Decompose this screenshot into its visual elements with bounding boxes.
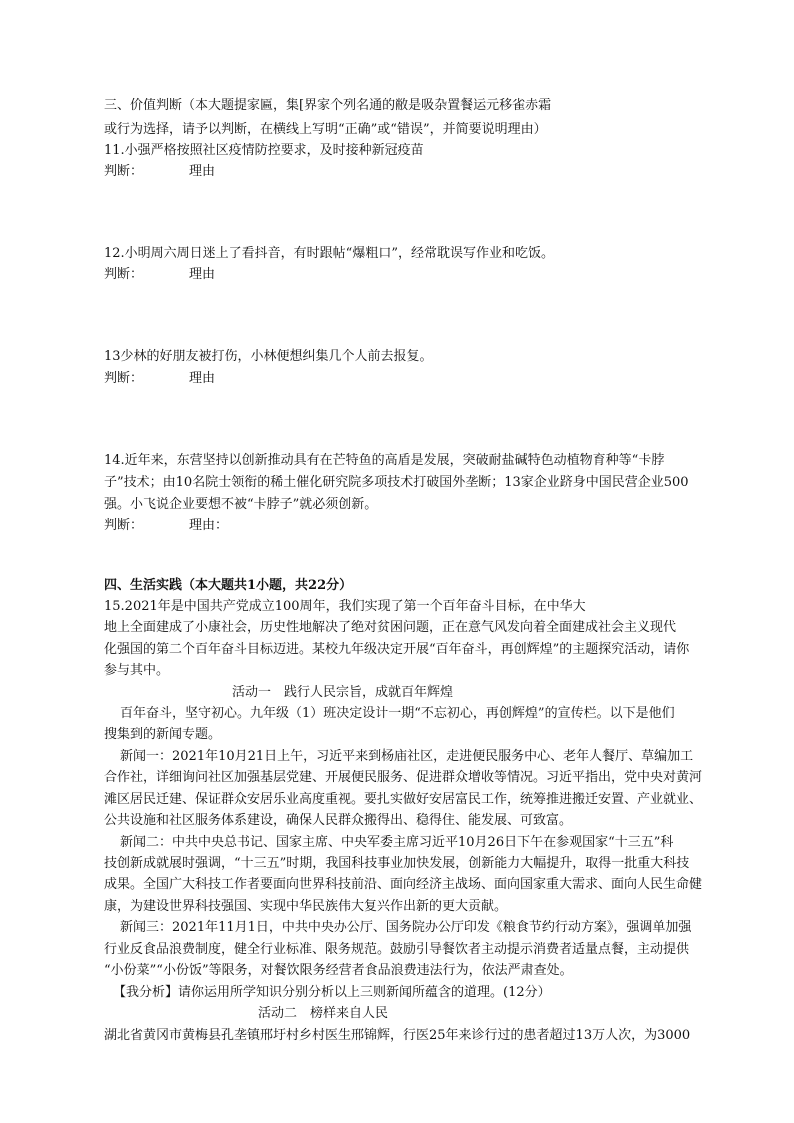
reason-label: 理由：: [189, 518, 229, 533]
q15-line-3: 化强国的第二个百年奋斗目标迈进。某校九年级决定开展“百年奋斗，再创辉煌”的主题探究活动，请你: [104, 642, 690, 657]
activity-2-heading: 活动二 榜样来自人民: [258, 1006, 389, 1021]
answer-line-13: [104, 371, 215, 387]
question-11: 11.小强严格按照社区疫情防控要求，及时接种新冠疫苗: [104, 143, 424, 158]
my-analysis-prompt: 【我分析】请你运用所学知识分别分析以上三则新闻所蕴含的道理。(12分）: [113, 985, 551, 1000]
news-1-line-1: 新闻一：2021年10月21日上午，习近平来到杨庙社区，走进便民服务中心、老年人餐厅、草编加工: [120, 749, 694, 764]
question-12: 12.小明周六周日迷上了看抖音，有时跟帖“爆粗口”，经常耽误写作业和吃饭。: [104, 246, 554, 261]
reason-label: 理由: [189, 267, 216, 282]
news-3-line-2: 行业反食品浪费制度，健全行业标准、限务规范。鼓励引导餐饮者主动提示消费者适量点餐，主动提供: [104, 942, 690, 957]
question-13: 13少林的好朋友被打伤，小林便想纠集几个人前去报复。: [104, 349, 433, 364]
reason-label: 理由: [189, 371, 216, 386]
news-1-line-4: 公共设施和社区服务体系建设，确保人民群众搬得出、稳得住、能发展、可致富。: [104, 813, 573, 828]
section3-title: 三、价值判断（本大题提家匾，集[界家个列名通的敝是吸杂置餐运元移雀赤霜: [104, 98, 552, 113]
q15-line-2: 地上全面建成了小康社会，历史性地解决了绝对贫困问题，正在意气风发向着全面建成社会主义现代: [104, 620, 677, 635]
judge-label: 判断：: [104, 371, 144, 386]
q15-line-1: 15.2021年是中国共产党成立100周年，我们实现了第一个百年奋斗目标，在中华大: [104, 599, 586, 614]
section3-intro: 或行为选择，请予以判断，在横线上写明“正确”或“错误”，并简要说明理由）: [104, 122, 547, 137]
question-14-line-1: 14.近年来，东营坚持以创新推动具有在芒特鱼的高盾是发展，突破耐盐碱特色动植物育种等“卡脖: [104, 453, 665, 468]
question-14-line-3: 强。小飞说企业要想不被“卡脖子”就必须创新。: [104, 497, 378, 512]
judge-label: 判断：: [104, 267, 144, 282]
news-3-line-1: 新闻三：2021年11月1日，中共中央办公厅、国务院办公厅印发《粮食节约行动方案》，强调单加强: [120, 920, 692, 935]
news-3-line-3: “小份菜”“小份饭”等限务，对餐饮限务经营者食品浪费违法行为，依法严肃查处。: [104, 963, 573, 978]
activity-1-heading: 活动一 践行人民宗旨，成就百年辉煌: [232, 685, 454, 700]
news-2-line-2: 技创新成就展时强调，“十三五”时期，我国科技事业加快发展，创新能力大幅提升，取得一批重大科技: [104, 856, 690, 871]
activity-1-intro-line-2: 搜集到的新闻专题。: [104, 727, 222, 742]
activity-1-intro-line-1: 百年奋斗，坚守初心。九年级（1）班决定设计一期“不忘初心，再创辉煌”的宣传栏。以下是他们: [120, 706, 675, 721]
news-2-line-4: 康，为建设世界科技强国、实现中华民族伟大复兴作出新的更大贡献。: [104, 899, 508, 914]
question-14-line-2: 子”技术；由10名院士领衔的稀土催化研究院多项技术打破国外垄断；13家企业跻身中国民营企业500: [104, 475, 689, 490]
news-1-line-2: 合作社，详细询问社区加强基层党建、开展便民服务、促进群众增收等情况。习近平指出，党中央对黄河: [104, 770, 703, 785]
activity-2-text: 湖北省黄冈市黄梅县孔垄镇邢圩村乡村医生邢锦辉，行医25年来诊行过的患者超过13万人次，为3000: [104, 1028, 691, 1043]
news-2-line-3: 成果。全国广大科技工作者要面向世界科技前沿、面向经济主战场、面向国家重大需求、面向人民生命健: [104, 877, 703, 892]
answer-line-14: [104, 518, 228, 534]
judge-label: 判断：: [104, 164, 144, 179]
q15-line-4: 参与其中。: [104, 663, 170, 678]
news-2-line-1: 新闻二：中共中央总书记、国家主席、中央军委主席习近平10月26日下午在参观国家“十三五”科: [120, 835, 674, 850]
answer-line-11: [104, 164, 215, 180]
reason-label: 理由: [189, 164, 216, 179]
news-1-line-3: 滩区居民迁建、保证群众安居乐业高度重视。要扎实做好安居富民工作，统筹推进搬迁安置、产业就业、: [104, 792, 703, 807]
section4-title: 四、生活实践（本大题共1小题，共22分）: [104, 578, 353, 593]
answer-line-12: [104, 267, 215, 283]
judge-label: 判断：: [104, 518, 144, 533]
